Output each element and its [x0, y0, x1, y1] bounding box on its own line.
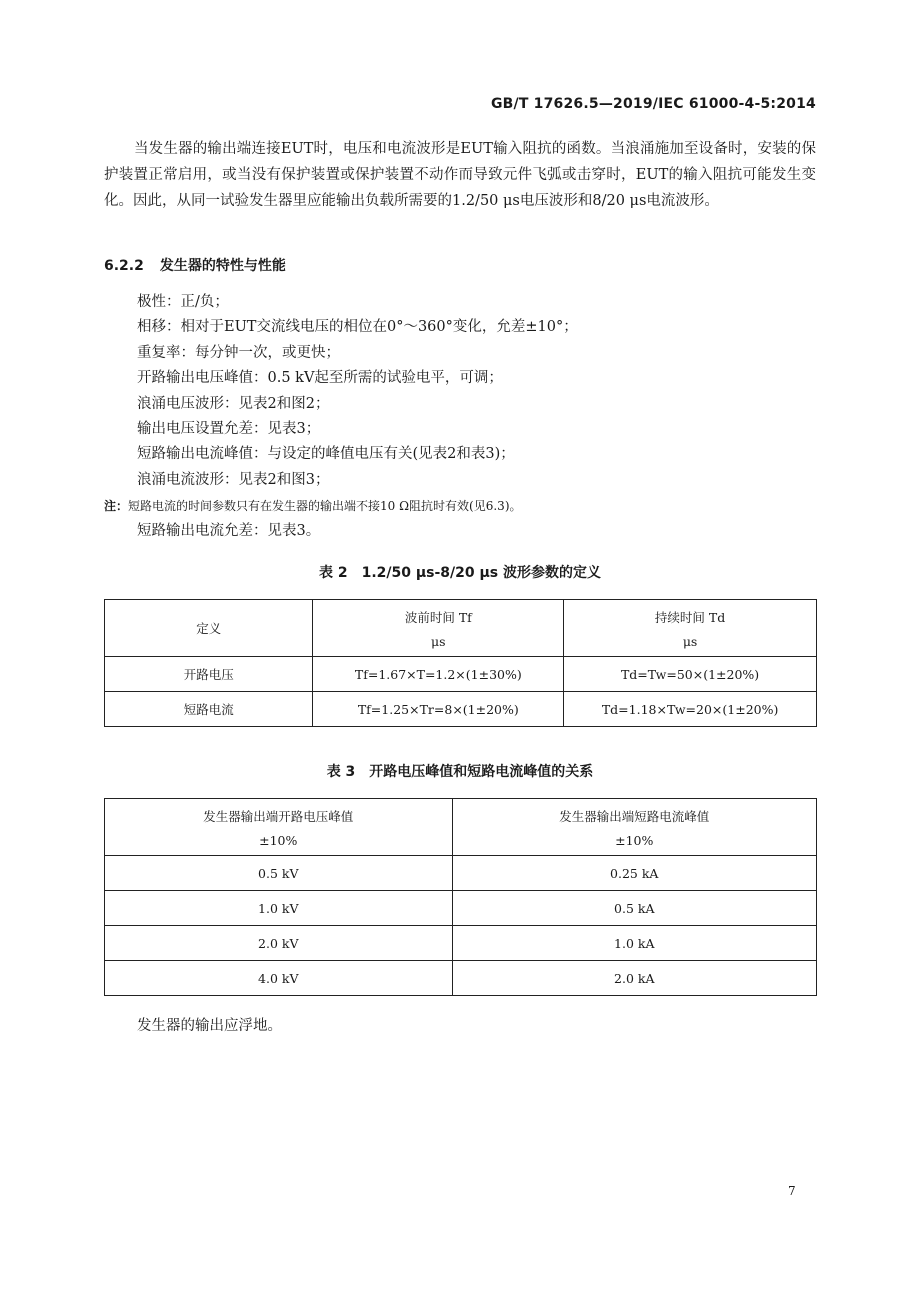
- document-header: GB/T 17626.5—2019/IEC 61000-4-5:2014: [490, 96, 816, 112]
- table-row: [105, 856, 817, 891]
- table-cell: Td=Tw=50×(1±20%): [564, 657, 817, 692]
- table-cell: 0.25 kA: [452, 856, 817, 891]
- table-cell: 0.5 kA: [452, 891, 817, 926]
- table-cell: 0.5 kV: [105, 856, 453, 891]
- section-number: 6.2.2: [104, 258, 144, 274]
- final-paragraph: 发生器的输出应浮地。: [137, 1018, 282, 1034]
- header-title: 发生器输出端开路电压峰值: [203, 808, 354, 824]
- table2-caption: 表 2 1.2/50 μs-8/20 μs 波形参数的定义: [318, 565, 602, 581]
- header-title: 发生器输出端短路电流峰值: [559, 808, 710, 824]
- table-cell: 4.0 kV: [105, 961, 453, 996]
- table-header-row: [105, 799, 817, 856]
- note-text: 短路电流的时间参数只有在发生器的输出端不接10 Ω阻抗时有效(见6.3)。: [128, 499, 522, 513]
- table-row: [105, 891, 817, 926]
- table-cell: 1.0 kV: [105, 891, 453, 926]
- table-row: [105, 926, 817, 961]
- header-unit: μs: [682, 633, 698, 649]
- header-tolerance: ±10%: [615, 832, 654, 848]
- table-cell: 1.0 kA: [452, 926, 817, 961]
- table-row: [105, 961, 817, 996]
- list-item: 短路输出电流允差：见表3。: [137, 523, 321, 539]
- table-cell: Tf=1.25×Tr=8×(1±20%): [313, 692, 564, 727]
- list-item: 开路输出电压峰值：0.5 kV起至所需的试验电平，可调；: [137, 370, 503, 387]
- section-title: 发生器的特性与性能: [159, 258, 286, 274]
- table-cell: Tf=1.67×T=1.2×(1±30%): [313, 657, 564, 692]
- table-cell: 开路电压: [105, 657, 313, 692]
- list-item: 重复率：每分钟一次，或更快；: [137, 344, 340, 361]
- table-row: [105, 692, 817, 727]
- table-header-row: [105, 600, 817, 657]
- table-header-cell: [313, 600, 564, 657]
- note: [104, 496, 522, 516]
- table-header-cell: 定义: [105, 600, 313, 657]
- header-unit: μs: [431, 633, 446, 649]
- table-cell: 2.0 kV: [105, 926, 453, 961]
- header-title: 波前时间 Tf: [404, 609, 472, 625]
- intro-paragraph: 当发生器的输出端连接EUT时，电压和电流波形是EUT输入阻抗的函数。当浪涌施加至设备时，安装的保护装置正常启用，或当没有保护装置或保护装置不动作而导致元件飞弧或击穿时，EUT的输入阻抗可能发生变化。因此，从同一试验发生器里应能输出负载所需要的1.2/50 μs电压波形和8/20 μs电流波形。: [104, 141, 816, 209]
- table3-caption: 表 3 开路电压峰值和短路电流峰值的关系: [326, 764, 594, 780]
- list-item: 浪涌电压波形：见表2和图2；: [137, 395, 330, 412]
- table-cell: 短路电流: [105, 692, 313, 727]
- header-title: 持续时间 Td: [654, 609, 726, 625]
- header-tolerance: ±10%: [259, 832, 298, 848]
- table-header-cell: [564, 600, 817, 657]
- table-header-cell: [452, 799, 817, 856]
- list-item: 短路输出电流峰值：与设定的峰值电压有关(见表2和表3)；: [137, 446, 515, 463]
- characteristics-list: [137, 290, 817, 493]
- list-item: 极性：正/负；: [137, 294, 229, 310]
- table-row: [105, 657, 817, 692]
- list-item: 浪涌电流波形：见表2和图3；: [137, 471, 330, 488]
- note-label: 注：: [104, 499, 129, 513]
- table-cell: Td=1.18×Tw=20×(1±20%): [564, 692, 817, 727]
- table-cell: 2.0 kA: [452, 961, 817, 996]
- table2: [104, 599, 817, 727]
- section-heading: [104, 255, 286, 275]
- list-item: 输出电压设置允差：见表3；: [137, 420, 321, 437]
- page-number: 7: [788, 1184, 796, 1198]
- list-item: 相移：相对于EUT交流线电压的相位在0°～360°变化，允差±10°；: [137, 319, 578, 336]
- table-header-cell: [105, 799, 453, 856]
- table3: [104, 798, 817, 996]
